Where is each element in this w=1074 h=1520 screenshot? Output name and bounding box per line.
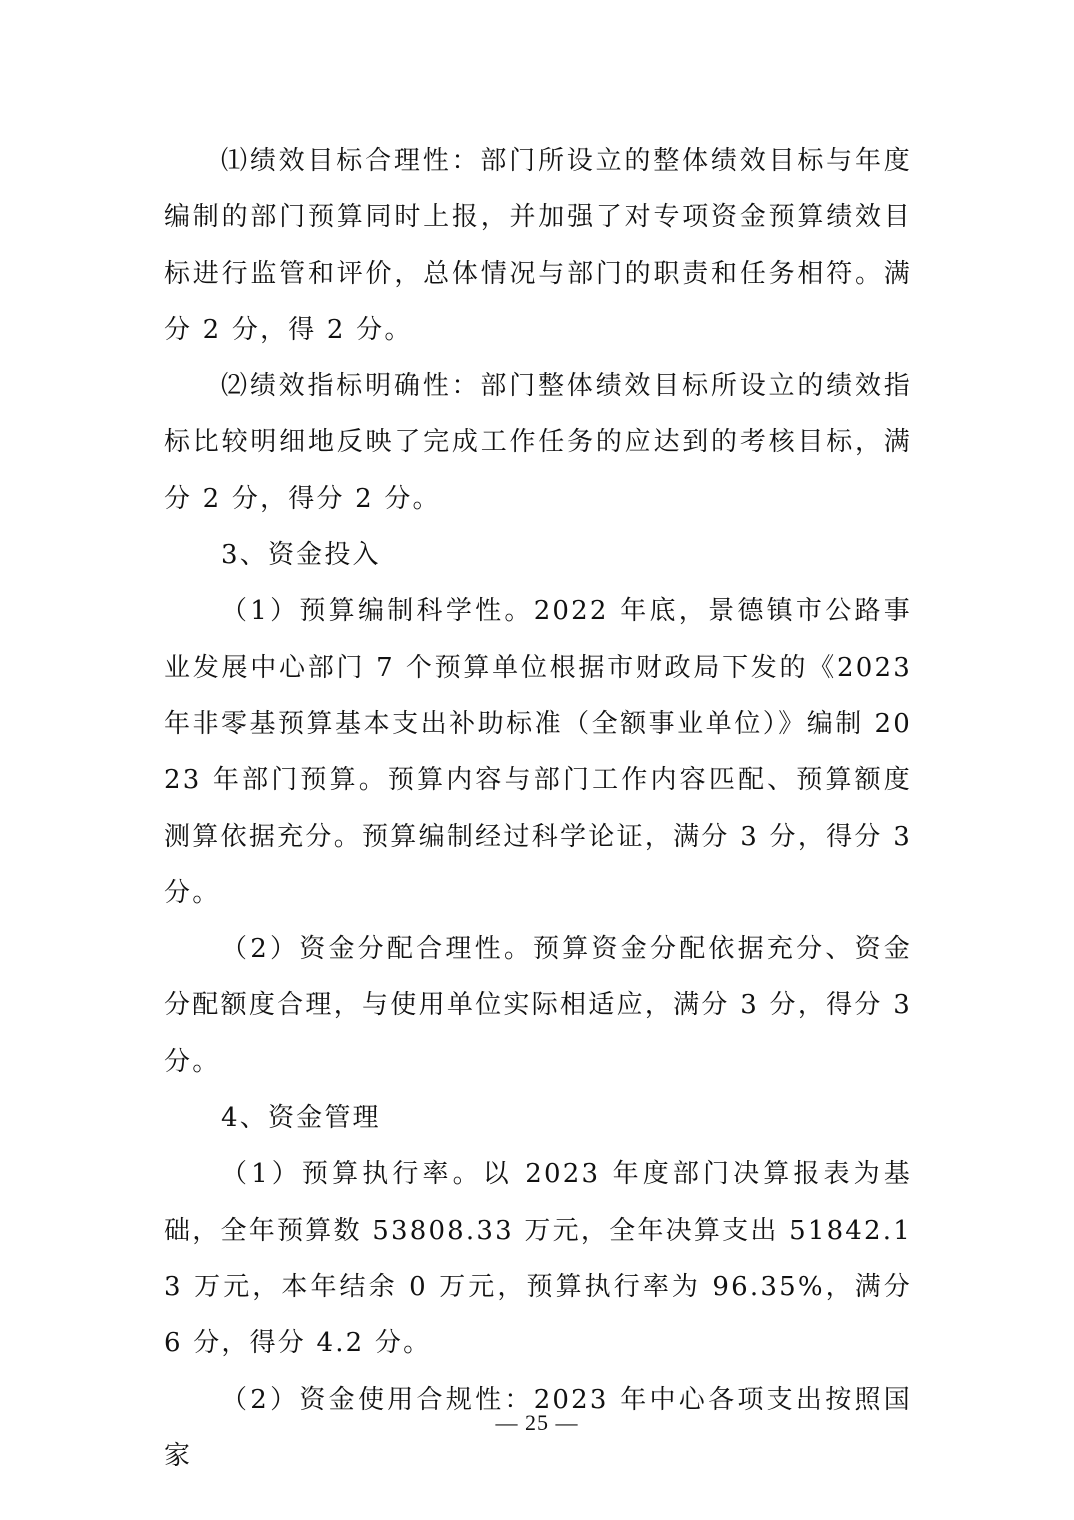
section-heading-funding-input: 3、资金投入	[221, 540, 381, 571]
document-body	[164, 133, 912, 1484]
section-heading-fund-management: 4、资金管理	[221, 1103, 381, 1134]
paragraph-fund-allocation: （2）资金分配合理性。预算资金分配依据充分、资金分配额度合理，与使用单位实际相适应，满分 3 分，得分 3 分。	[164, 934, 912, 1077]
paragraph-indicator-clarity: ⑵绩效指标明确性：部门整体绩效目标所设立的绩效指标比较明细地反映了完成工作任务的应达到的考核目标，满分 2 分，得分 2 分。	[164, 371, 912, 514]
paragraph-fund-use-compliance: （2）资金使用合规性：2023 年中心各项支出按照国家	[164, 1384, 912, 1471]
page-number: — 25 —	[495, 1410, 579, 1435]
paragraph-goal-rationality: ⑴绩效目标合理性：部门所设立的整体绩效目标与年度编制的部门预算同时上报，并加强了对专项资金预算绩效目标进行监管和评价，总体情况与部门的职责和任务相符。满分 2 分，得 2 分。	[164, 146, 912, 345]
paragraph-budget-execution-rate: （1）预算执行率。以 2023 年度部门决算报表为基础，全年预算数 53808.33 万元，全年决算支出 51842.13 万元，本年结余 0 万元，预算执行率为 96.35%，满分 6 分，得分 4.2 分。	[164, 1159, 912, 1359]
paragraph-budget-preparation: （1）预算编制科学性。2022 年底，景德镇市公路事业发展中心部门 7 个预算单位根据市财政局下发的《2023 年非零基预算基本支出补助标准（全额事业单位）》编制 2023 年部门预算。预算内容与部门工作内容匹配、预算额度测算依据充分。预算编制经过科学论证，满分 3 分，得分 3 分。	[164, 596, 912, 908]
